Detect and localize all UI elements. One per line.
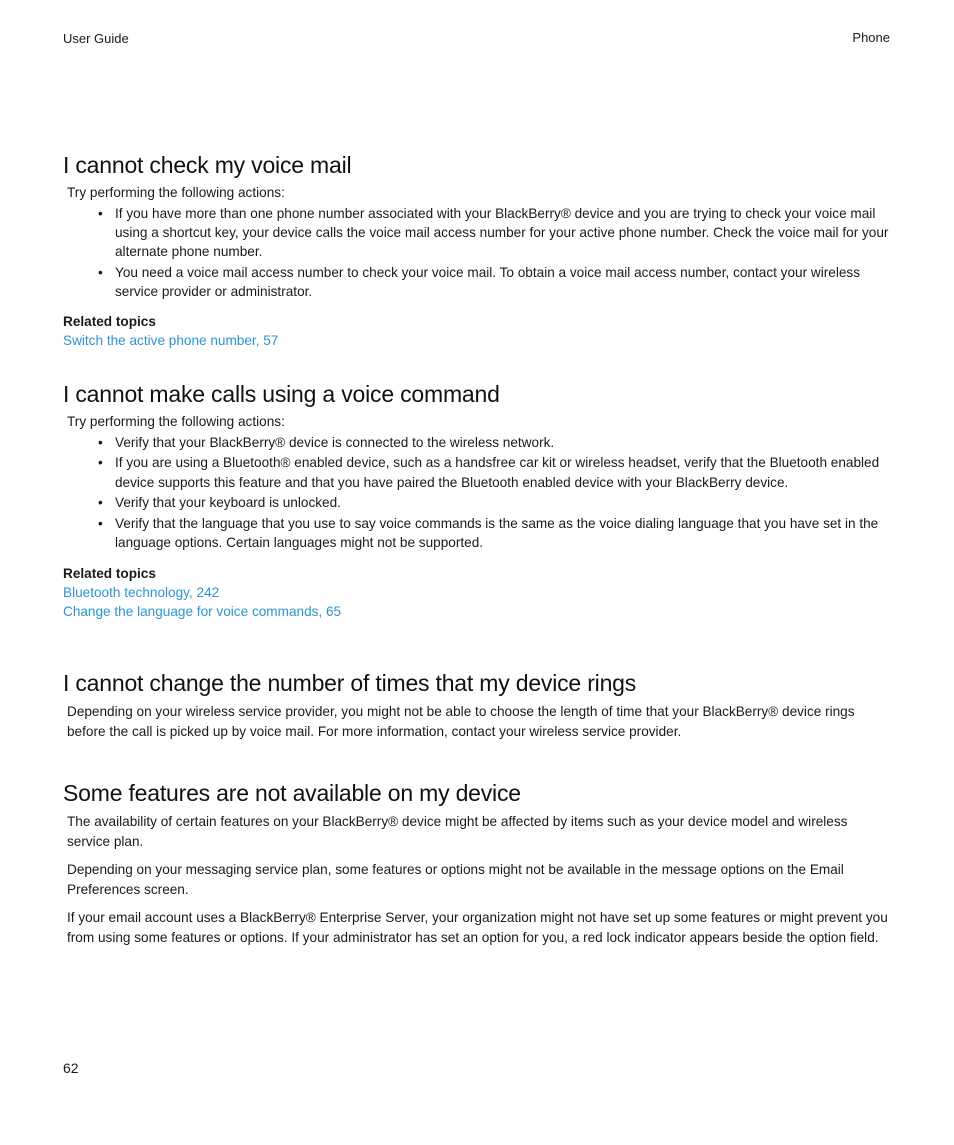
running-header-title: User Guide [63,31,129,46]
related-topics-heading: Related topics [63,565,156,581]
body-paragraph: If your email account uses a BlackBerry® Enterprise Server, your organization might not have set up some features or might prevent you from using some features or options. If your administrator has set an option for you, a red lock indicator appears beside the option field. [67,910,888,945]
body-paragraph: Depending on your wireless service provider, you might not be able to choose the length of time that your BlackBerry® device rings before the call is picked up by voice mail. For more information, contact your wireless service provider. [67,704,855,739]
section-ring-count [63,668,891,741]
section-check-voice-mail [63,150,891,351]
related-topics-heading: Related topics [63,314,156,330]
section-features-unavailable [63,778,891,947]
bullet-icon: • [98,455,103,471]
intro-text: Try performing the following actions: [67,414,285,429]
list-item: • If you have more than one phone number associated with your BlackBerry® device and you are trying to check your voice mail using a shortcut key, your device calls the voice mail access number for your active phone number. Check the voice mail for your alternate phone number. [98,205,889,260]
section-voice-command-calls [63,379,891,622]
action-list [63,204,891,302]
list-item: • You need a voice mail access number to check your voice mail. To obtain a voice mail access number, contact your wireless service provider or administrator. [98,264,860,300]
section-heading: Some features are not available on my device [63,780,521,806]
bullet-icon: • [98,205,103,221]
intro-text: Try performing the following actions: [67,185,285,200]
bullet-icon: • [98,516,103,532]
list-item: • Verify that the language that you use to say voice commands is the same as the voice dialing language that you have set in the language options. Certain languages might not be supported. [98,516,879,551]
section-heading: I cannot check my voice mail [63,152,352,178]
body-paragraph: Depending on your messaging service plan, some features or options might not be available in the message options on the Email Preferences screen. [67,862,844,897]
section-heading: I cannot make calls using a voice command [63,381,500,407]
related-link-switch-phone-number[interactable]: Switch the active phone number, 57 [63,333,279,349]
bullet-icon: • [98,264,103,280]
list-item: • Verify that your BlackBerry® device is connected to the wireless network. [115,433,891,452]
list-item: • Verify that your keyboard is unlocked. [115,493,891,512]
list-item: • If you are using a Bluetooth® enabled device, such as a handsfree car kit or wireless headset, verify that the Bluetooth enabled device supports this feature and that you have paired the Bluetooth enabled device with your BlackBerry device. [98,455,880,490]
related-link-bluetooth-technology[interactable]: Bluetooth technology, 242 [63,584,220,600]
action-list [63,433,891,553]
body-paragraph: The availability of certain features on your BlackBerry® device might be affected by items such as your device model and wireless service plan. [67,814,848,849]
section-heading: I cannot change the number of times that my device rings [63,670,637,696]
page-number: 62 [63,1060,79,1076]
running-header-section: Phone [852,30,890,45]
related-link-voice-command-language[interactable]: Change the language for voice commands, 65 [63,604,342,620]
bullet-icon: • [98,495,103,511]
bullet-icon: • [98,434,103,450]
